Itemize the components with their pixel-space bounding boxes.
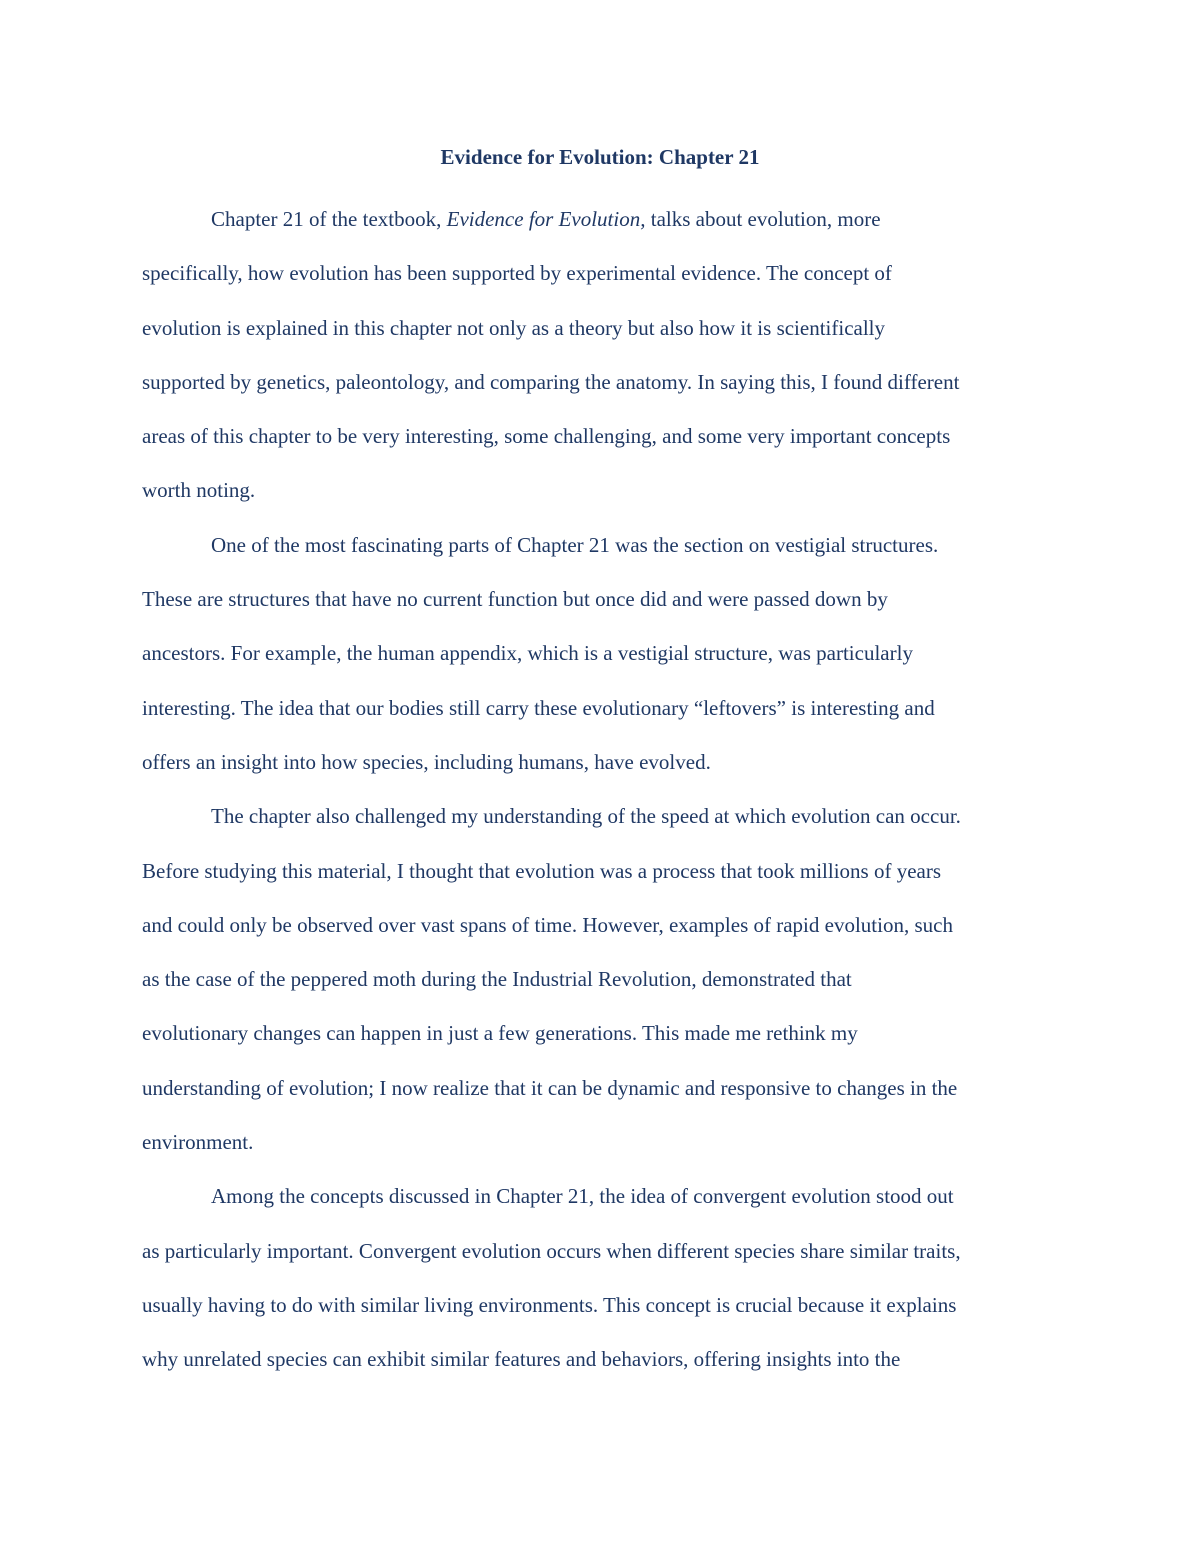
document-body bbox=[142, 192, 1082, 1387]
paragraph-3-line: environment. bbox=[142, 1130, 254, 1155]
paragraph-2-line: One of the most fascinating parts of Chapter 21 was the section on vestigial structures. bbox=[211, 532, 939, 557]
paragraph-2-line: offers an insight into how species, including humans, have evolved. bbox=[142, 749, 711, 774]
paragraph-4-line: usually having to do with similar living environments. This concept is crucial because it explains bbox=[142, 1292, 957, 1317]
paragraph-3-line: and could only be observed over vast spans of time. However, examples of rapid evolution, such bbox=[142, 912, 953, 937]
paragraph-1-line: evolution is explained in this chapter not only as a theory but also how it is scientifically bbox=[142, 315, 886, 340]
book-title-italic: Evidence for Evolution, bbox=[446, 207, 646, 231]
paragraph-4-line: why unrelated species can exhibit similar features and behaviors, offering insights into the bbox=[142, 1347, 901, 1372]
paragraph-1-line-1 bbox=[142, 192, 1082, 246]
paragraph-4-line: Among the concepts discussed in Chapter 21, the idea of convergent evolution stood out bbox=[211, 1184, 954, 1209]
paragraph-3-line: The chapter also challenged my understanding of the speed at which evolution can occur. bbox=[211, 804, 961, 829]
paragraph-1-line: areas of this chapter to be very interesting, some challenging, and some very important concepts bbox=[142, 424, 951, 449]
paragraph-3-line: Before studying this material, I thought that evolution was a process that took millions of years bbox=[142, 858, 942, 883]
paragraph-3-line: as the case of the peppered moth during the Industrial Revolution, demonstrated that bbox=[142, 967, 852, 992]
paragraph-1-line-1-end: talks about evolution, more bbox=[645, 207, 881, 231]
paragraph-2-line: ancestors. For example, the human appendix, which is a vestigial structure, was particularly bbox=[142, 641, 913, 666]
paragraph-1-line: specifically, how evolution has been supported by experimental evidence. The concept of bbox=[142, 261, 892, 286]
paragraph-2-line: These are structures that have no current function but once did and were passed down by bbox=[142, 587, 888, 612]
document-title: Evidence for Evolution: Chapter 21 bbox=[440, 145, 760, 169]
paragraph-1-line: supported by genetics, paleontology, and comparing the anatomy. In saying this, I found different bbox=[142, 369, 960, 394]
paragraph-3-line: evolutionary changes can happen in just a few generations. This made me rethink my bbox=[142, 1021, 858, 1046]
paragraph-1-line-1-start: Chapter 21 of the textbook, bbox=[211, 207, 447, 231]
paragraph-1-line: worth noting. bbox=[142, 478, 256, 503]
paragraph-2-line: interesting. The idea that our bodies still carry these evolutionary “leftovers” is interesting and bbox=[142, 695, 935, 720]
paragraph-4-line: as particularly important. Convergent evolution occurs when different species share similar traits, bbox=[142, 1238, 961, 1263]
paragraph-3-line: understanding of evolution; I now realize that it can be dynamic and responsive to changes in the bbox=[142, 1075, 958, 1100]
